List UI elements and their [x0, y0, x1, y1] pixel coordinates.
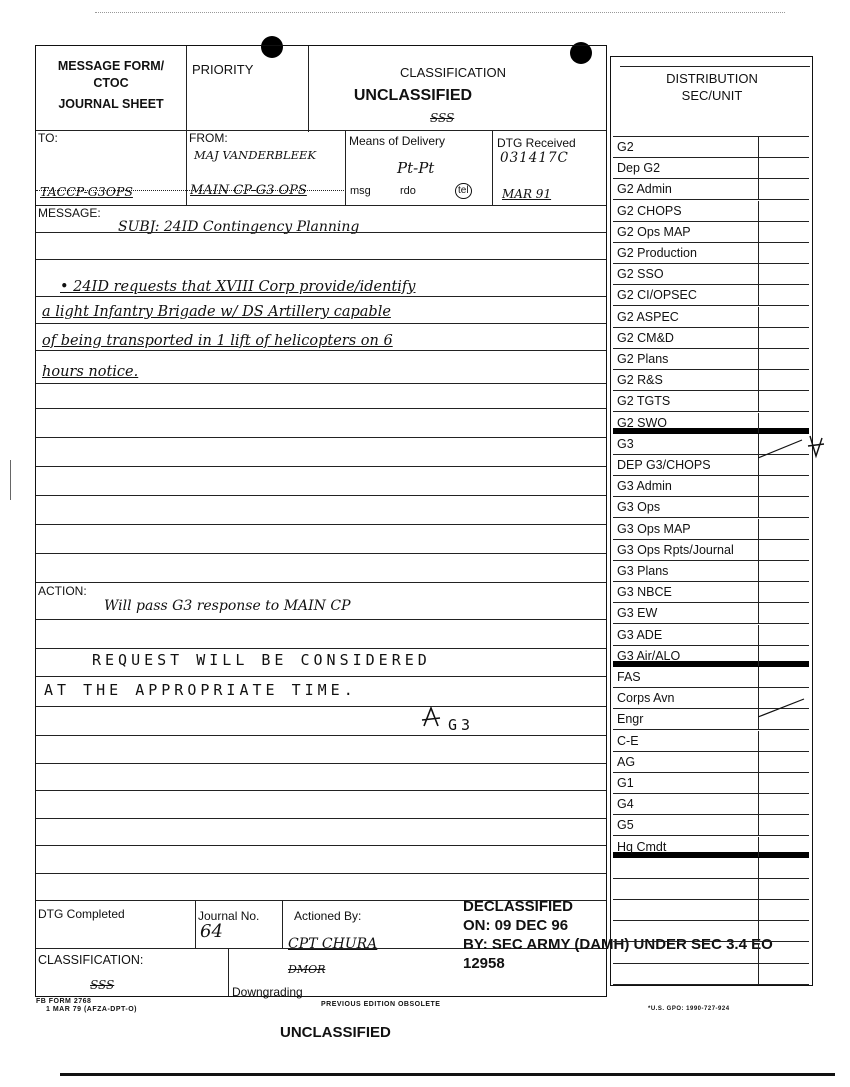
distribution-row-label: G3 Ops MAP [617, 521, 691, 536]
left-scan-mark [10, 460, 11, 500]
distribution-row-check-cell [758, 921, 810, 941]
distribution-row [613, 794, 809, 815]
distribution-row-check-cell [758, 879, 810, 899]
dtg-completed-label: DTG Completed [38, 907, 125, 921]
distribution-row-label: G3 [617, 436, 634, 451]
action-label: ACTION: [38, 584, 87, 598]
distribution-row-check-cell [758, 201, 810, 221]
distribution-row-check-cell [758, 625, 810, 645]
distribution-row [613, 370, 809, 391]
ruled-line [36, 648, 606, 649]
ruled-line [36, 232, 606, 233]
classification-struck: SSS [430, 111, 455, 125]
dtg-received-label: DTG Received [497, 136, 576, 150]
declassified-line3: BY: SEC ARMY (DAMH) UNDER SEC 3.4 EO [463, 936, 773, 953]
distribution-row [613, 413, 809, 434]
divider [492, 130, 493, 206]
distribution-row [613, 646, 809, 667]
distribution-row-label: G2 SWO [617, 415, 668, 430]
check-mark [758, 697, 806, 719]
distribution-row-label: Hq Cmdt [617, 839, 667, 854]
ruled-line [36, 466, 606, 467]
distribution-row-label: Dep G2 [617, 161, 661, 176]
distribution-title [612, 70, 812, 104]
form-title [38, 58, 184, 113]
to-value: TACCP-G3OPS [40, 184, 133, 199]
distribution-row-label: C-E [617, 733, 639, 748]
message-line-3: of being transported in 1 lift of helicopters on 6 [42, 333, 393, 349]
distribution-row-label: G5 [617, 818, 634, 833]
distribution-row [613, 391, 809, 412]
top-scan-noise [95, 12, 785, 19]
distribution-row [613, 900, 809, 921]
distribution-row-check-cell [758, 179, 810, 199]
distribution-row-check-cell [758, 476, 810, 496]
distribution-row-label: G3 ADE [617, 627, 663, 642]
distribution-row-check-cell [758, 943, 810, 963]
distribution-row-label: DEP G3/CHOPS [617, 458, 711, 472]
divider [186, 46, 187, 136]
distribution-row-check-cell [758, 731, 810, 751]
divider [308, 46, 309, 132]
distribution-row-check-cell [758, 752, 810, 772]
ruled-line [36, 582, 606, 583]
distribution-row-check-cell [758, 519, 810, 539]
divider [345, 130, 346, 206]
message-line-1: • 24ID requests that XVIII Corp provide/identify [60, 279, 416, 295]
distribution-row [613, 179, 809, 200]
ruled-line [36, 676, 606, 677]
signature-mark [420, 706, 442, 728]
message-line-2: a light Infantry Brigade w/ DS Artillery capable [42, 304, 391, 320]
distribution-row-label: G3 Ops [617, 500, 661, 515]
ruled-line [36, 706, 606, 707]
ruled-line [36, 437, 606, 438]
distribution-row-check-cell [758, 328, 810, 348]
distribution-row-check-cell [758, 307, 810, 327]
classification-label: CLASSIFICATION [400, 65, 506, 80]
distribution-row-check-cell [758, 285, 810, 305]
distribution-row-check-cell [758, 349, 810, 369]
previous-edition-note: PREVIOUS EDITION OBSOLETE [321, 1001, 441, 1008]
ruled-line [36, 873, 606, 874]
actioned-by-label: Actioned By: [294, 909, 362, 923]
form-id-line2: 1 MAR 79 (AFZA-DPT-O) [46, 1006, 137, 1013]
distribution-row-label: Engr [617, 712, 644, 727]
distribution-row-label: G2 Ops MAP [617, 224, 691, 239]
distribution-row [613, 561, 809, 582]
distribution-row-check-cell [758, 858, 810, 878]
ruled-line [36, 818, 606, 819]
means-tel-option: tel [455, 183, 472, 199]
distribution-row [613, 264, 809, 285]
distribution-row-check-cell [758, 964, 810, 984]
distribution-row-label: G3 NBCE [617, 585, 672, 600]
ruled-line [36, 619, 606, 620]
footer-classification: UNCLASSIFIED [280, 1024, 391, 1041]
distribution-row [613, 837, 809, 858]
check-mark [758, 432, 838, 462]
distribution-row [613, 158, 809, 179]
distribution-row-check-cell [758, 773, 810, 793]
distribution-row-label: G2 [617, 140, 634, 154]
distribution-title-line2: SEC/UNIT [681, 88, 743, 103]
ruled-line [36, 350, 606, 351]
distribution-row-label: AG [617, 754, 636, 769]
distribution-row-label: G3 EW [617, 606, 658, 621]
distribution-row [613, 519, 809, 540]
distribution-row [613, 243, 809, 264]
ruled-line [36, 259, 606, 260]
distribution-row [613, 815, 809, 836]
classification-bottom-label: CLASSIFICATION: [38, 953, 144, 967]
form-title-line3: JOURNAL SHEET [58, 97, 164, 111]
distribution-row-check-cell [758, 815, 810, 835]
distribution-row-label: G2 Plans [617, 352, 669, 366]
divider [186, 130, 187, 206]
distribution-row [613, 625, 809, 646]
downgrading-label: Downgrading [232, 985, 303, 999]
distribution-row-check-cell [758, 264, 810, 284]
means-msg-option: msg [350, 185, 371, 197]
distribution-row [613, 201, 809, 222]
divider [282, 900, 283, 948]
journal-label: Journal No. [198, 909, 260, 923]
distribution-row-check-cell [758, 222, 810, 242]
message-line-4: hours notice. [42, 364, 139, 380]
action-text: Will pass G3 response to MAIN CP [104, 598, 351, 614]
distribution-row-label: Corps Avn [617, 691, 675, 706]
distribution-row-label: G2 CI/OPSEC [617, 288, 697, 303]
distribution-row [613, 137, 809, 158]
distribution-row-check-cell [758, 646, 810, 666]
distribution-row [613, 582, 809, 603]
ruled-line [36, 735, 606, 736]
ruled-line [36, 524, 606, 525]
bottom-scan-rule [60, 1073, 835, 1076]
distribution-row-label: G3 Ops Rpts/Journal [617, 542, 734, 557]
from-value-line2: MAIN CP-G3 OPS [190, 183, 307, 198]
distribution-row [613, 285, 809, 306]
divider [228, 948, 229, 996]
distribution-row [613, 943, 809, 964]
distribution-row-check-cell [758, 603, 810, 623]
distribution-row [613, 497, 809, 518]
response-signature: G3 [448, 716, 475, 734]
distribution-row [613, 858, 809, 879]
distribution-row [613, 752, 809, 773]
distribution-row-check-cell [758, 413, 810, 433]
distribution-row-label: G2 ASPEC [617, 309, 679, 324]
distribution-row [613, 731, 809, 752]
distribution-row-label: G2 Admin [617, 182, 672, 197]
distribution-row [613, 540, 809, 561]
distribution-row [613, 921, 809, 942]
ruled-line [36, 296, 606, 297]
ruled-line [36, 553, 606, 554]
means-of-delivery-label: Means of Delivery [349, 134, 446, 148]
distribution-row-check-cell [758, 900, 810, 920]
divider [195, 900, 196, 948]
ruled-line [36, 495, 606, 496]
divider [36, 205, 606, 206]
response-line-2: AT THE APPROPRIATE TIME. [44, 681, 357, 699]
distribution-row [613, 603, 809, 624]
downgrading-struck: DMOR [288, 963, 326, 976]
distribution-row [613, 307, 809, 328]
distribution-row-check-cell [758, 561, 810, 581]
distribution-row-check-cell [758, 370, 810, 390]
distribution-row-label: FAS [617, 670, 641, 684]
ruled-line [36, 383, 606, 384]
form-title-line1: MESSAGE FORM/ [57, 59, 165, 73]
divider [620, 66, 810, 67]
distribution-row-check-cell [758, 497, 810, 517]
actioned-by-value: CPT CHURA [288, 936, 378, 952]
distribution-row-check-cell [758, 540, 810, 560]
means-rdo-option: rdo [400, 185, 416, 197]
distribution-title-line1: DISTRIBUTION [666, 71, 758, 86]
distribution-row-check-cell [758, 137, 810, 157]
distribution-row-label: G2 Production [617, 246, 697, 260]
declassified-line4: 12958 [463, 955, 505, 972]
distribution-row-label: G3 Air/ALO [617, 648, 681, 663]
declassified-line2: ON: 09 DEC 96 [463, 917, 569, 934]
distribution-row-label: G2 CM&D [617, 330, 674, 345]
classification-value: UNCLASSIFIED [353, 87, 473, 104]
distribution-row [613, 964, 809, 985]
means-of-delivery-value: Pt-Pt [397, 159, 435, 177]
distribution-row [613, 222, 809, 243]
classification-bottom-struck: SSS [90, 978, 115, 992]
to-label: TO: [38, 131, 58, 145]
gpo-note: *U.S. GPO: 1990-727-924 [648, 1006, 730, 1012]
distribution-row-check-cell [758, 837, 810, 857]
form-title-line2: CTOC [93, 76, 129, 90]
distribution-row-check-cell [758, 391, 810, 411]
dtg-received-value: 031417C [500, 150, 569, 166]
journal-value: 64 [200, 921, 223, 942]
ruled-line [36, 790, 606, 791]
dtg-received-month: MAR 91 [502, 187, 552, 201]
ruled-line [36, 408, 606, 409]
ruled-line [36, 763, 606, 764]
distribution-row-label: G4 [617, 797, 634, 812]
from-label: FROM: [189, 131, 228, 145]
distribution-row-label: G3 Plans [617, 564, 669, 578]
distribution-row [613, 476, 809, 497]
distribution-row-label: G2 CHOPS [617, 203, 682, 218]
distribution-row-label: G2 SSO [617, 267, 664, 282]
ruled-line [36, 323, 606, 324]
distribution-row-label: G3 Admin [617, 479, 672, 494]
response-line-1: REQUEST WILL BE CONSIDERED [92, 651, 431, 669]
ruled-line [36, 845, 606, 846]
distribution-row-check-cell [758, 667, 810, 687]
distribution-row-label: G2 R&S [617, 373, 663, 388]
declassified-line1: DECLASSIFIED [463, 898, 574, 915]
form-id-line1: FB FORM 2768 [36, 998, 92, 1005]
distribution-row [613, 667, 809, 688]
distribution-row [613, 328, 809, 349]
distribution-row-label: G1 [617, 776, 634, 790]
divider [36, 130, 606, 131]
distribution-row-check-cell [758, 582, 810, 602]
from-value-line1: MAJ VANDERBLEEK [194, 148, 316, 162]
distribution-row [613, 773, 809, 794]
distribution-row-label: G2 TGTS [617, 394, 671, 409]
message-subject: SUBJ: 24ID Contingency Planning [118, 219, 360, 235]
distribution-row-check-cell [758, 794, 810, 814]
distribution-row [613, 879, 809, 900]
priority-label: PRIORITY [192, 62, 254, 77]
distribution-row [613, 349, 809, 370]
distribution-row-check-cell [758, 243, 810, 263]
message-label: MESSAGE: [38, 206, 101, 220]
distribution-row-check-cell [758, 158, 810, 178]
